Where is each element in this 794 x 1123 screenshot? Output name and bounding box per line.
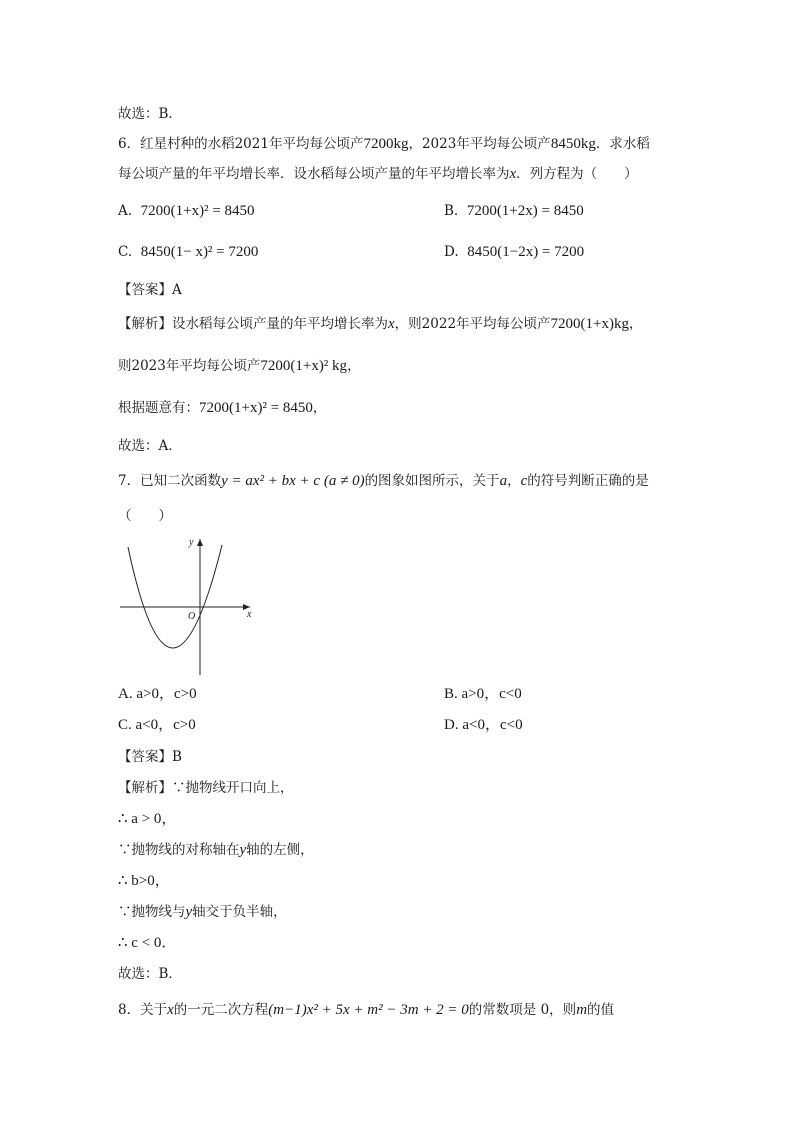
q6-explanation-3: 根据题意有：7200(1+x)² = 8450， [118,400,327,416]
question-7-line-1: 7．已知二次函数y = ax² + bx + c (a ≠ 0)的图象如图所示，关于a，c的符号判断正确的是 [118,473,649,489]
question-8-line-1: 8．关于x的一元二次方程(m−1)x² + 5x + m² − 3m + 2 = 0的常数项是 0，则m的值 [118,1002,615,1018]
choice-line: 故选：B． [118,106,182,122]
q7-explanation-5: ∵抛物线与y轴交于负半轴， [118,904,287,920]
question-6-line-1: 6．红星村种的水稻2021年平均每公顷产7200kg，2023年平均每公顷产8450kg．求水稻 [118,136,650,152]
q7-explanation-1: 【解析】∵抛物线开口向上， [118,780,294,796]
y-axis-label: y [189,537,194,548]
q6-answer: 【答案】A [118,282,182,298]
origin-label: O [188,611,196,622]
q7-option-c: C. a<0，c>0 [118,717,196,733]
q7-explanation-4: ∴ b>0， [118,873,170,889]
question-6-line-2: 每公顷产量的年平均增长率．设水稻每公顷产量的年平均增长率为x．列方程为（ ） [118,166,638,182]
q7-explanation-6: ∴ c < 0． [118,935,177,951]
x-axis-label: x [247,609,252,620]
q6-explanation-2: 则2023年平均每公顷产7200(1+x)² kg， [118,358,361,374]
y-axis-arrow [197,539,203,546]
q7-explanation-2: ∴ a > 0， [118,811,177,827]
parabola-graph [116,535,258,681]
q6-option-c: C. 8450(1− x)² = 7200 [118,244,259,260]
q6-option-a: A. 7200(1+x)² = 8450 [118,203,255,219]
q7-answer: 【答案】B [118,749,182,765]
q7-option-d: D. a<0，c<0 [444,717,523,733]
q7-explanation-3: ∵抛物线的对称轴在y轴的左侧， [118,842,314,858]
q6-option-b: B. 7200(1+2x) = 8450 [444,203,584,219]
q7-option-b: B. a>0，c<0 [444,686,522,702]
question-7-line-2: （ ） [118,508,172,524]
q7-option-a: A. a>0，c>0 [118,686,197,702]
q6-choice: 故选：A． [118,438,182,454]
parabola-curve [128,545,222,648]
q6-option-d: D. 8450(1−2x) = 7200 [444,244,585,260]
q6-explanation-1: 【解析】设水稻每公顷产量的年平均增长率为x，则2022年平均每公顷产7200(1+x)kg， [118,316,643,332]
q7-choice: 故选：B． [118,966,182,982]
